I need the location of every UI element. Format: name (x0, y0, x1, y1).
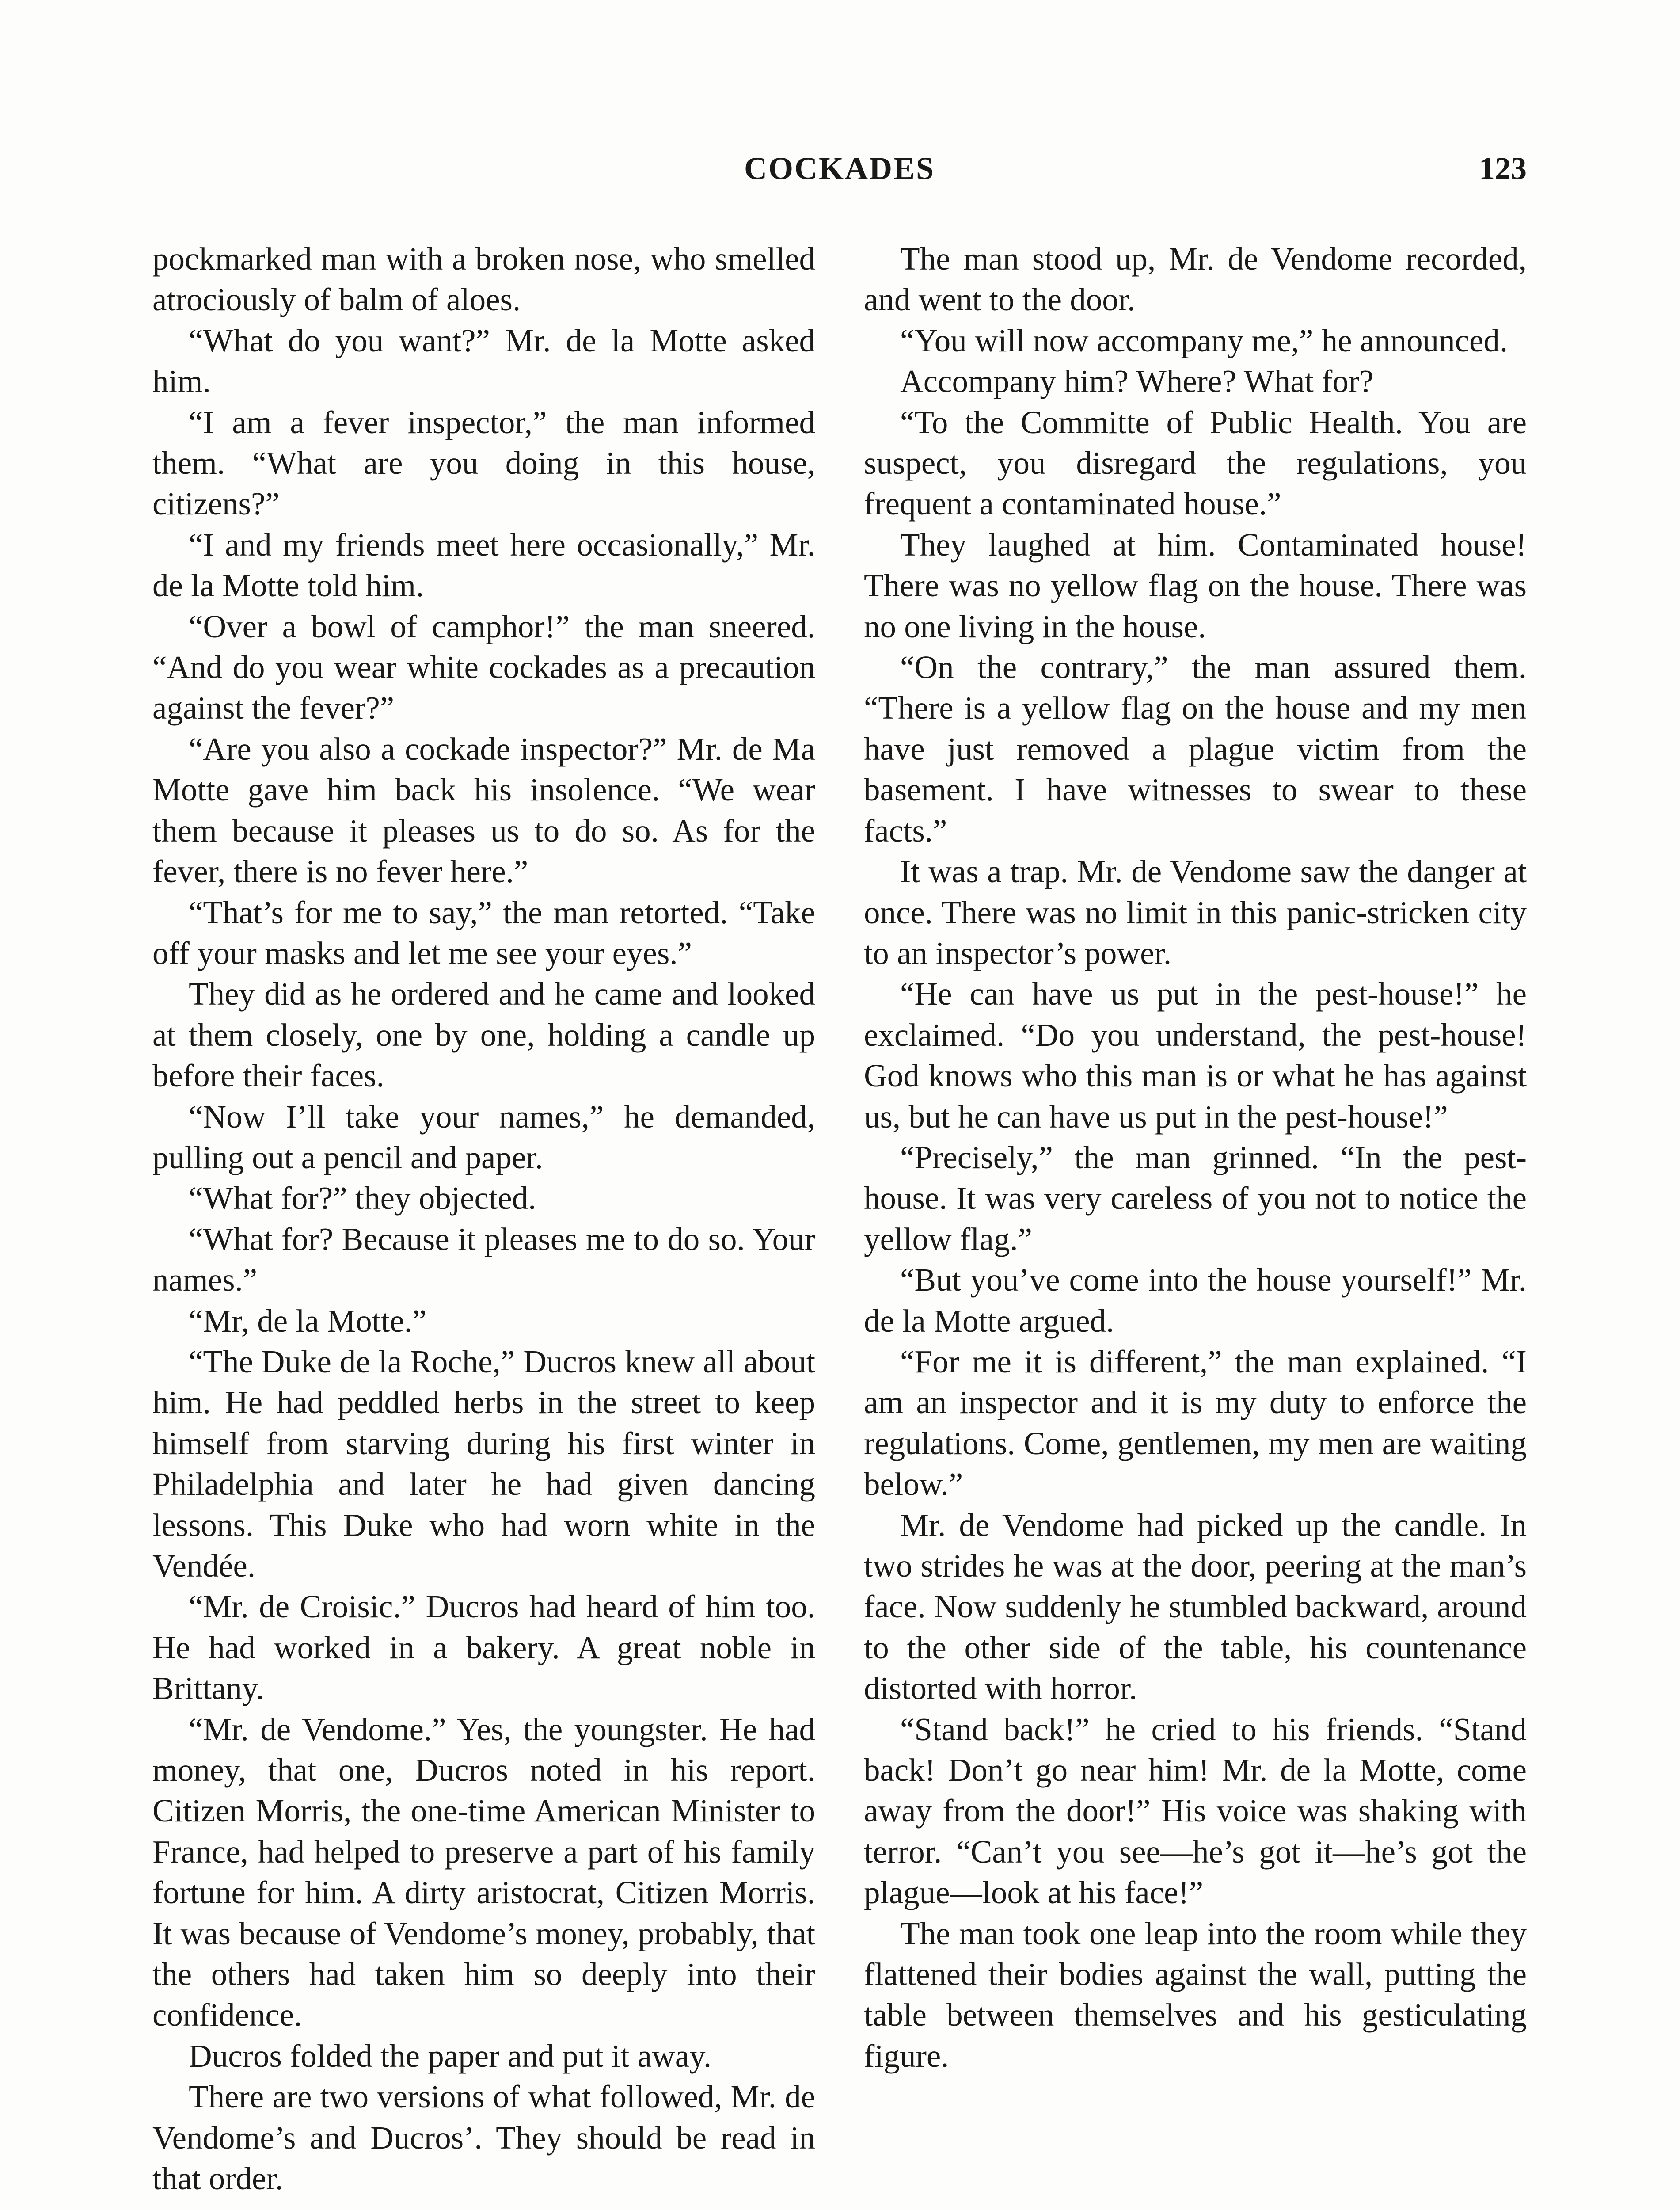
paragraph: Accompany him? Where? What for? (900, 363, 1374, 400)
paragraph: “Are you also a cockade inspector?” Mr. de Ma Motte gave him back his insolence. “We wear them because it pleases us to do so. As for the fever, there is no fever here.” (152, 731, 815, 890)
paragraph: There are two versions of what followed, Mr. de Vendome’s and Ducros’. They should be read in that order. (152, 2079, 815, 2197)
page-number: 123 (1479, 151, 1527, 186)
paragraph: “Precisely,” the man grinned. “In the pest-house. It was very careless of you not to notice the yellow flag.” (864, 1139, 1527, 1257)
paragraph: Mr. de Vendome had picked up the candle. In two strides he was at the door, peering at the man’s face. Now suddenly he stumbled backward, around to the other side of the table, his countenance distorted with horror. (864, 1507, 1527, 1707)
paragraph: It was a trap. Mr. de Vendome saw the danger at once. There was no limit in this panic-stricken city to an inspector’s power. (864, 854, 1527, 971)
paragraph: “Over a bowl of camphor!” the man sneered. “And do you wear white cockades as a precaution against the fever?” (152, 608, 815, 726)
paragraph: “The Duke de la Roche,” Ducros knew all about him. He had peddled herbs in the street to keep himself from starving during his first winter in Philadelphia and later he had given dancing lessons. This Duke who had worn white in the Vendée. (152, 1343, 815, 1584)
paragraph: “For me it is different,” the man explained. “I am an inspector and it is my duty to enforce the regulations. Come, gentlemen, my men are waiting below.” (864, 1343, 1527, 1502)
paragraph: “Mr. de Croisic.” Ducros had heard of him too. He had worked in a bakery. A great noble in Brittany. (152, 1589, 815, 1707)
paragraph: Ducros folded the paper and put it away. (189, 2038, 712, 2074)
paragraph: “To the Committe of Public Health. You are suspect, you disregard the regulations, you frequent a contaminated house.” (864, 404, 1527, 522)
paragraph: “I and my friends meet here occasionally,” Mr. de la Motte told him. (152, 526, 815, 604)
paragraph: “That’s for me to say,” the man retorted. “Take off your masks and let me see your eyes.” (152, 894, 815, 971)
paragraph: “What for? Because it pleases me to do so. Your names.” (152, 1221, 815, 1298)
running-title: COCKADES (744, 151, 935, 186)
paragraph: They laughed at him. Contaminated house! There was no yellow flag on the house. There was no one living in the house. (864, 526, 1527, 644)
paragraph: “He can have us put in the pest-house!” he exclaimed. “Do you understand, the pest-house! God knows who this man is or what he has against us, but he can have us put in the pest-house!” (864, 976, 1527, 1135)
paragraph: The man stood up, Mr. de Vendome recorded, and went to the door. (864, 241, 1527, 318)
paragraph: “Mr. de Vendome.” Yes, the youngster. He had money, that one, Ducros noted in his report. Citizen Morris, the one-time American Minister to France, had helped to preserve a part of his family fortune for him. A dirty aristocrat, Citizen Morris. It was because of Vendome’s money, probably, that the others had taken him so deeply into their confidence. (152, 1711, 815, 2033)
paragraph: “Mr, de la Motte.” (189, 1303, 427, 1339)
left-column (152, 239, 815, 2199)
paragraph: “What for?” they objected. (189, 1180, 536, 1216)
right-column (864, 239, 1527, 2077)
paragraph: The man took one leap into the room while they flattened their bodies against the wall, putting the table between themselves and his gesticulating figure. (864, 1915, 1527, 2074)
paragraph: “You will now accompany me,” he announced. (900, 322, 1508, 358)
paragraph: pockmarked man with a broken nose, who smelled atrociously of balm of aloes. (152, 241, 815, 318)
paragraph: “What do you want?” Mr. de la Motte asked him. (152, 322, 815, 400)
paragraph: “Stand back!” he cried to his friends. “Stand back! Don’t go near him! Mr. de la Motte, come away from the door!” His voice was shaking with terror. “Can’t you see—he’s got it—he’s got the plague—look at his face!” (864, 1711, 1527, 1911)
paragraph: They did as he ordered and he came and looked at them closely, one by one, holding a candle up before their faces. (152, 976, 815, 1094)
paragraph: “I am a fever inspector,” the man informed them. “What are you doing in this house, citizens?” (152, 404, 815, 522)
paragraph: “But you’ve come into the house yourself!” Mr. de la Motte argued. (864, 1262, 1527, 1339)
running-head (152, 150, 1527, 199)
paragraph: “Now I’ll take your names,” he demanded, pulling out a pencil and paper. (152, 1098, 815, 1175)
paragraph: “On the contrary,” the man assured them. “There is a yellow flag on the house and my men have just removed a plague victim from the basement. I have witnesses to swear to these facts.” (864, 649, 1527, 849)
